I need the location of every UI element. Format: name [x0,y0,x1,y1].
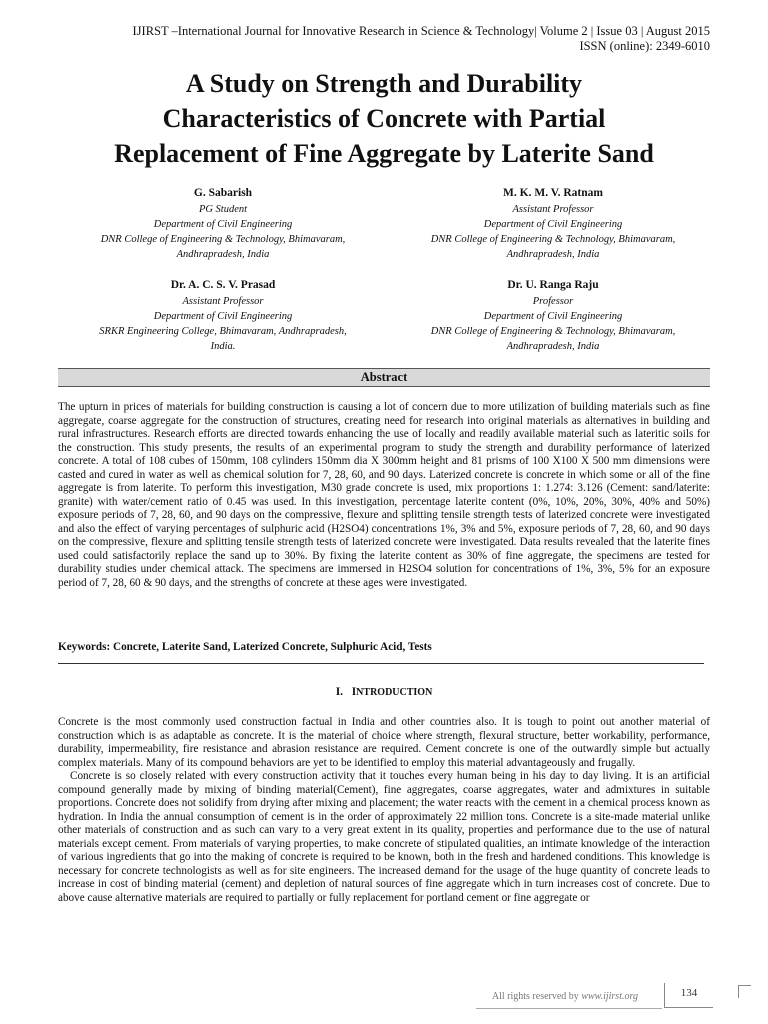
author-position: PG Student [198,204,248,215]
author-affiliation: DNR College of Engineering & Technology, Bhimavaram, [100,234,346,245]
keywords: Keywords: Concrete, Laterite Sand, Laterized Concrete, Sulphuric Acid, Tests [58,641,432,653]
journal-header-line1: IJIRST –International Journal for Innovative Research in Science & Technology| Volume 2 | Issue 03 | August 2015 [132,24,710,38]
author-affiliation: DNR College of Engineering & Technology, Bhimavaram, [430,326,676,337]
author-department: Department of Civil Engineering [483,219,623,230]
section-divider [58,663,704,664]
author-position: Assistant Professor [512,204,594,215]
author-2 [388,186,718,262]
author-position: Assistant Professor [182,296,264,307]
footer-prefix: All rights reserved by [491,991,582,1002]
footer-rule [476,1008,662,1009]
journal-header [133,24,710,54]
author-department: Department of Civil Engineering [153,311,293,322]
intro-paragraph-1: Concrete is the most commonly used construction factual in India and other countries also. It is tough to point out another material of construction which is as adaptable as concrete. It is the material of choice where strength, flexural structure, better workability, performance, durability, impermeability, fire resistance and abrasion resistance are required. Cement concrete is one of the outwardly simple but actually complex materials. Many of its compound behaviors are yet to be identified to employ this material advantageously and frugally. [58,716,710,769]
author-department: Department of Civil Engineering [153,219,293,230]
author-name: G. Sabarish [193,187,253,199]
introduction-body [58,716,710,905]
section-title-rest: NTRODUCTION [356,687,433,698]
author-name: Dr. U. Ranga Raju [507,279,599,291]
author-name: Dr. A. C. S. V. Prasad [170,279,276,291]
author-name: M. K. M. V. Ratnam [503,187,603,199]
footer-copyright [492,991,638,1002]
abstract-heading: Abstract [58,368,710,387]
footer-corner-mark [738,985,751,998]
section-heading-introduction [0,686,768,698]
paper-title [40,66,728,171]
abstract-text: The upturn in prices of materials for building construction is causing a lot of concern due to more utilization of building materials such as fine aggregate, coarse aggregate for the construction of structures, creating need for research into original materials as alternatives in building and rural infrastructures. Research efforts are directed towards enhancing the use of locally and readily available material such as lateritic soils for the construction. This study presents, the results of an experimental program to study the strength and durability performance of laterized concrete. A total of 108 cubes of 150mm, 108 cylinders 150mm dia X 300mm height and 81 prisms of 100 X100 X 500 mm dimensions were casted and cured in water as well as chemical solution for 7, 28, 60, and 90 days. Laterized concrete is concrete in which some or all of the fine aggregate is from laterite. To perform this investigation, M30 grade concrete is used, mix proportions 1: 1.274: 3.126 (Cement: sand/laterite: granite) with water/cement ratio of 0.45 was used. In this investigation, percentage laterite content (0%, 10%, 20%, 30%, 40% and 50%) exposure periods of 7, 28, 60, and 90 days on the compressive, flexure and splitting tensile strength tests of laterized concrete were investigated and also the effect of varying percentages of sulphuric acid (H2SO4) concentrations 1%, 3% and 5%, exposure periods of 7, 28, 60, and 90 days on the compressive, flexure and splitting tensile strength tests of laterized concrete were investigated. Data results revealed that the laterite fines used could satisfactorily replace the sand up to 30%. By fixing the laterite content as 30% of fine aggregate, the specimens are tested for durability studies under chemical attack. The specimens are immersed in H2SO4 solution for concentrations of 1%, 3%, 5% for an exposure period of 7, 28, 60 & 90 days, and the strengths of concrete at these ages were investigated. [58,401,710,589]
footer-site-link[interactable]: www.ijirst.org [581,991,638,1002]
author-affiliation: DNR College of Engineering & Technology, Bhimavaram, [430,234,676,245]
title-line-2: Characteristics of Concrete with Partial [162,104,606,133]
page-number: 134 [664,983,713,1008]
author-location: Andhrapradesh, India [176,249,270,260]
author-department: Department of Civil Engineering [483,311,623,322]
author-3 [58,278,388,354]
author-4 [388,278,718,354]
author-location: India. [210,341,236,352]
journal-issn: ISSN (online): 2349-6010 [579,39,710,53]
section-title-initial: I [351,686,357,698]
title-line-1: A Study on Strength and Durability [185,69,583,98]
author-affiliation: SRKR Engineering College, Bhimavaram, Andhrapradesh, [99,326,347,337]
author-location: Andhrapradesh, India [506,341,600,352]
author-position: Professor [532,296,574,307]
author-location: Andhrapradesh, India [506,249,600,260]
author-1 [58,186,388,262]
section-number: I. [335,686,344,698]
title-line-3: Replacement of Fine Aggregate by Laterite Sand [114,139,654,168]
intro-paragraph-2: Concrete is so closely related with every construction activity that it touches every human being in his day to day living. It is an artificial compound generally made by mixing of binding material(Cement), fine aggregates, coarse aggregates, water and admixtures in suitable proportions. Concrete does not solidify from drying after mixing and placement; the water reacts with the cement in a chemical process known as hydration. In India the annual consumption of cement is in the order of approximately 22 million tons. Concrete is a site-made material unlike other materials of construction and as such can vary to a very great extent in its quality, properties and performance due to the use of natural materials except cement. From materials of varying properties, to make concrete of stipulated qualities, an intimate knowledge of the interaction of various ingredients that go into the making of concrete is required to be known, both in the fresh and hardened conditions. This knowledge is necessary for concrete technologists as well as for site engineers. The increased demand for the usage of the huge quantity of concrete leads to increase in cost of binding material (cement) and depletion of natural sources of fine aggregate which in turn increases cost of concrete. Due to above cause alternative materials are required to partially or fully replacement for portland cement or fine aggregate or [58,770,710,904]
